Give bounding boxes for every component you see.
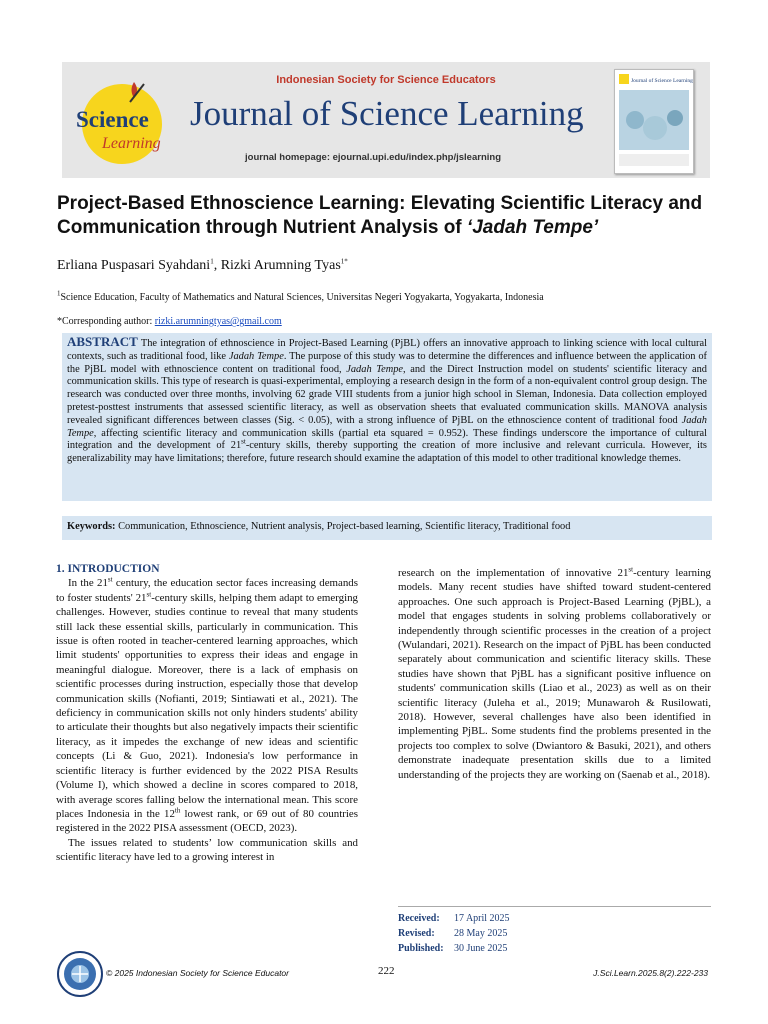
- date-value: 28 May 2025: [454, 928, 508, 939]
- affiliation-text: Science Education, Faculty of Mathematics and Natural Sciences, Universitas Negeri Yogyakarta, Yogyakarta, Indonesia: [60, 292, 544, 303]
- keywords-box: [62, 516, 712, 540]
- keywords-text: Communication, Ethnoscience, Nutrient analysis, Project-based learning, Scientific literacy, Traditional food: [115, 521, 571, 532]
- abstract-text: The integration of ethnoscience in Project-Based Learning (PjBL) offers an innovative approach to linking science with local cultural contexts, such as traditional food, like: [67, 338, 707, 362]
- cover-image: [615, 70, 693, 173]
- society-name: Indonesian Society for Science Educators: [276, 74, 496, 86]
- body-column-left: [56, 562, 358, 865]
- page-number: 222: [378, 965, 395, 977]
- text: In the 21: [68, 577, 108, 590]
- text: research on the implementation of innovative 21: [398, 567, 629, 579]
- citation: J.Sci.Learn.2025.8(2).222-233: [593, 968, 708, 978]
- copyright: © 2025 Indonesian Society for Science Educator: [106, 968, 289, 978]
- keywords-label: Keywords:: [67, 521, 116, 532]
- article-title-line1: Project-Based Ethnoscience Learning: Elevating Scientific Literacy and: [57, 193, 703, 214]
- abstract-text: -century skills, thereby supporting the creation of more inclusive and relevant curricula. However, its generalizability may have limitations; therefore, future research should examine the adaptation of this model to other traditional knowledge themes.: [67, 440, 707, 465]
- abstract-italic: Jadah Tempe: [67, 414, 707, 439]
- paragraph: [56, 576, 358, 835]
- date-label: Published:: [398, 943, 444, 954]
- sup: st: [146, 590, 152, 599]
- journal-title: Journal of Science Learning: [190, 94, 584, 133]
- paragraph: [398, 566, 711, 782]
- author-name: Erliana Puspasari Syahdani: [57, 258, 211, 273]
- text: -century skills, helping them adapt to emerging challenges. However, studies continue to reveal that many students still lack these essential skills, particularly in communication. This issue is often rooted in teacher-centered learning approaches, which limit students' opportunities to express their ideas and engage in meaningful dialogue. Moreover, there is a lack of emphasis on scientific processes during instruction, especially those that develop communication skills (Nofianti, 2019; Sintiawati et al., 2021). The deficiency in communication skills not only hinders students' ability to articulate their thoughts but also negatively impacts their scientific literacy, as it impedes the exchange of new ideas and scientific concepts (Li & Guo, 2021). Indonesia's low performance in scientific literacy is further evidenced by the 2022 PISA Results (Volume I), which showed a decline in scores compared to 2018, with average scores falling below the international mean. This score places Indonesia in the 12: [56, 591, 358, 820]
- abstract-box: [62, 333, 712, 501]
- abstract-text: , and the Direct Instruction model on students' scientific literacy and communication skills. This type of research is quasi-experimental, employing a research design in the form of a non-equivalent control group design. The research was conducted over three months, involving 62 grade VIII students from a junior high school in Sleman, Indonesia. Data collection employed pretest-posttest instruments that assessed scientific literacy, as well as observation sheets that evaluated communication skills. MANOVA analysis revealed significant differences between classes (Sig. < 0.05), with a strong influence of PjBL on the ethnoscience content of traditional food: [67, 363, 707, 426]
- abstract-italic: Jadah Tempe: [228, 350, 284, 362]
- section-heading-introduction: 1. INTRODUCTION: [56, 563, 160, 575]
- author-separator: ,: [213, 258, 221, 273]
- article-title: [57, 192, 717, 240]
- abstract-heading: ABSTRACT: [67, 334, 138, 349]
- text: lowest rank, or 69 out of 80 countries registered in the 2022 PISA assessment (OECD, 2023).: [56, 807, 358, 835]
- author-affil-sup: 1*: [340, 257, 348, 266]
- title-line2-text: Communication through Nutrient Analysis of: [57, 217, 467, 238]
- text: -century learning models. Many recent studies have shifted toward student-centered approaches. One such approach is Project-Based Learning (PjBL), a model that engages students in solving problems collaboratively or independently through scientific processes in the creation of a project (Wulandari, 2021). Research on the impact of PjBL has been conducted separately about communication and scientific literacy skills. These studies have shown that PjBL has a significant positive influence on students' communication skills (Liao et al., 2023) as well as on their scientific literacy (Juleha et al., 2019; Munawaroh & Rusilowati, 2018). However, several challenges have also been identified in implementing PjBL. Some students find the problems presented in the projects too complex to solve (Dwiantoro & Basuki, 2021), and others demonstrate inadequate presentation skills due to a limited understanding of the projects they are working on (Saenab et al., 2018).: [398, 567, 712, 781]
- science-learning-logo: [72, 72, 168, 168]
- author-list: [57, 258, 348, 274]
- author-name: Rizki Arumning Tyas: [220, 258, 341, 273]
- abstract-sup: st: [241, 437, 246, 446]
- date-received: [398, 911, 711, 926]
- date-label: Received:: [398, 913, 440, 924]
- sup: st: [107, 575, 113, 584]
- article-dates: [398, 906, 711, 956]
- article-title-line2: [57, 216, 717, 240]
- page-footer: [56, 950, 716, 1000]
- abstract-text: . The purpose of this study was to determine the differences and influence between the application of the PjBL model with ethnoscience content on traditional food,: [67, 350, 707, 375]
- paragraph: The issues related to students’ low communication skills and scientific literacy have led to a growing interest in: [56, 836, 358, 864]
- journal-cover-thumbnail: [614, 69, 694, 174]
- affiliation: [57, 289, 544, 303]
- sup: st: [628, 565, 634, 574]
- journal-homepage: journal homepage: ejournal.upi.edu/index.php/jslearning: [245, 152, 501, 163]
- sup: th: [174, 806, 181, 815]
- society-seal-icon: [56, 950, 104, 998]
- corr-label: *Corresponding author:: [57, 316, 155, 327]
- abstract-text: , affecting scientific literacy and communication skills (partial eta squared = 0.952). These findings underscore the importance of cultural integration and the development of 21: [67, 427, 707, 452]
- date-value: 30 June 2025: [454, 943, 508, 954]
- date-value: 17 April 2025: [454, 913, 510, 924]
- date-revised: [398, 926, 711, 941]
- logo-text-science: Science: [76, 107, 149, 132]
- abstract-italic: Jadah Tempe: [346, 363, 404, 375]
- cover-title: Journal of Science Learning: [631, 78, 693, 84]
- logo-text-learning: Learning: [102, 135, 161, 152]
- corresponding-author: [57, 316, 282, 327]
- affil-sup: 1: [57, 289, 61, 298]
- journal-banner: [62, 62, 710, 178]
- title-line2-italic: ‘Jadah Tempe’: [466, 217, 599, 238]
- text: century, the education sector faces increasing demands to foster students' 21: [56, 577, 358, 604]
- date-label: Revised:: [398, 928, 435, 939]
- author-affil-sup: 1: [210, 257, 214, 266]
- corr-email-link[interactable]: rizki.arumningtyas@gmail.com: [154, 316, 282, 327]
- body-column-right: [398, 566, 711, 782]
